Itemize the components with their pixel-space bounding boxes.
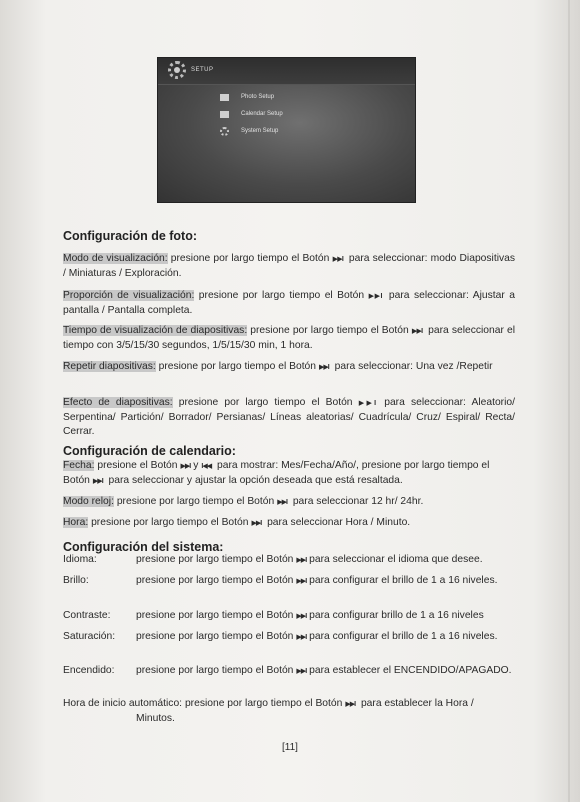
row-saturation: Saturación: presione por largo tiempo el Botón ▶▶I para configurar el brillo de 1 a 16 niveles. — [63, 631, 498, 642]
paragraph-display-mode: Modo de visualización: presione por largo tiempo el Botón ▶▶I para seleccionar: modo Diapositivas / Miniaturas / Exploración. — [63, 253, 516, 279]
heading-photo-config: Configuración de foto: — [63, 229, 198, 243]
next-button-icon: ▶▶I — [345, 701, 356, 708]
next-button-icon: ▶▶I — [319, 364, 329, 371]
screen-header — [158, 58, 415, 85]
page-edge — [568, 0, 570, 802]
gear-icon — [220, 127, 229, 136]
prev-button-icon: I◀◀ — [201, 463, 212, 470]
calendar-icon — [220, 111, 229, 118]
menu-item-calendar-setup: Calendar Setup — [220, 108, 283, 120]
paragraph-clock-mode: Modo reloj: presione por largo tiempo el Botón ▶▶I para seleccionar 12 hr/ 24hr. — [63, 496, 424, 507]
term-label: Modo de visualización: — [63, 253, 168, 264]
paragraph-aspect-ratio: Proporción de visualización: presione por largo tiempo el Botón ▶▶I para seleccionar: Ajustar a pantalla / Pantalla completa. — [63, 290, 515, 316]
term-label: Repetir diapositivas: — [63, 361, 156, 372]
row-auto-start-time: Hora de inicio automático: presione por largo tiempo el Botón ▶▶I para establecer la Hora / Minutos. — [63, 698, 474, 724]
next-button-icon: ▶▶I — [332, 256, 343, 263]
page-number: [11] — [282, 742, 298, 753]
heading-system-config: Configuración del sistema: — [63, 540, 224, 554]
paragraph-slide-time: Tiempo de visualización de diapositivas: presione por largo tiempo el Botón ▶▶I para seleccionar el tiempo con 3/5/15/30 segundos, 1/5/15/30 min, 1 hora. — [63, 325, 515, 351]
term-label: Fecha: — [63, 460, 95, 471]
row-language: Idioma: presione por largo tiempo el Botón ▶▶I para seleccionar el idioma que desee. — [63, 554, 483, 565]
next-button-icon: ▶▶I — [355, 400, 376, 407]
paragraph-time: Hora: presione por largo tiempo el Botón ▶▶I para seleccionar Hora / Minuto. — [63, 517, 411, 528]
term-label: Tiempo de visualización de diapositivas: — [63, 325, 248, 336]
next-button-icon: ▶▶I — [296, 578, 307, 585]
paragraph-slide-effect: Efecto de diapositivas: presione por largo tiempo el Botón ▶▶I para seleccionar: Aleatorio/ Serpentina/ Partición/ Borrador/ Persianas/ Líneas aleatorias/ Cuadrícula/ Cruz/ Espiral/ Recta/ Cerrar. — [63, 397, 515, 437]
next-button-icon: ▶▶I — [296, 557, 307, 564]
paragraph-date: Fecha: presione el Botón ▶▶I y I◀◀ para mostrar: Mes/Fecha/Año/, presione por largo tiempo el Botón ▶▶I para seleccionar y ajustar la opción deseada que está resaltada. — [63, 460, 490, 486]
next-button-icon: ▶▶I — [296, 634, 307, 641]
next-button-icon: ▶▶I — [180, 463, 191, 470]
setup-screen-image — [157, 57, 416, 203]
row-power: Encendido: presione por largo tiempo el Botón ▶▶I para establecer el ENCENDIDO/APAGADO. — [63, 665, 512, 676]
next-button-icon: ▶▶I — [296, 668, 307, 675]
term-label: Modo reloj: — [63, 496, 114, 507]
next-button-icon: ▶▶I — [277, 499, 287, 506]
photo-icon — [220, 94, 229, 101]
next-button-icon: ▶▶I — [251, 520, 262, 527]
next-button-icon: ▶▶I — [367, 293, 382, 300]
screen-title: SETUP — [191, 67, 214, 73]
term-label: Proporción de visualización: — [63, 290, 195, 301]
term-label: Efecto de diapositivas: — [63, 397, 173, 408]
next-button-icon: ▶▶I — [296, 613, 307, 620]
next-button-icon: ▶▶I — [92, 478, 103, 485]
row-brightness: Brillo: presione por largo tiempo el Botón ▶▶I para configurar el brillo de 1 a 16 niveles. — [63, 575, 498, 586]
term-label: Hora: — [63, 517, 89, 528]
menu-item-photo-setup: Photo Setup — [220, 91, 274, 103]
heading-calendar-config: Configuración de calendario: — [63, 444, 236, 458]
row-contrast: Contraste: presione por largo tiempo el Botón ▶▶I para configurar brillo de 1 a 16 niveles — [63, 610, 484, 621]
menu-item-system-setup: System Setup — [220, 125, 278, 137]
next-button-icon: ▶▶I — [411, 328, 423, 335]
gear-icon — [168, 61, 186, 79]
paragraph-repeat-slides: Repetir diapositivas: presione por largo tiempo el Botón ▶▶I para seleccionar: Una vez /Repetir — [63, 361, 493, 372]
